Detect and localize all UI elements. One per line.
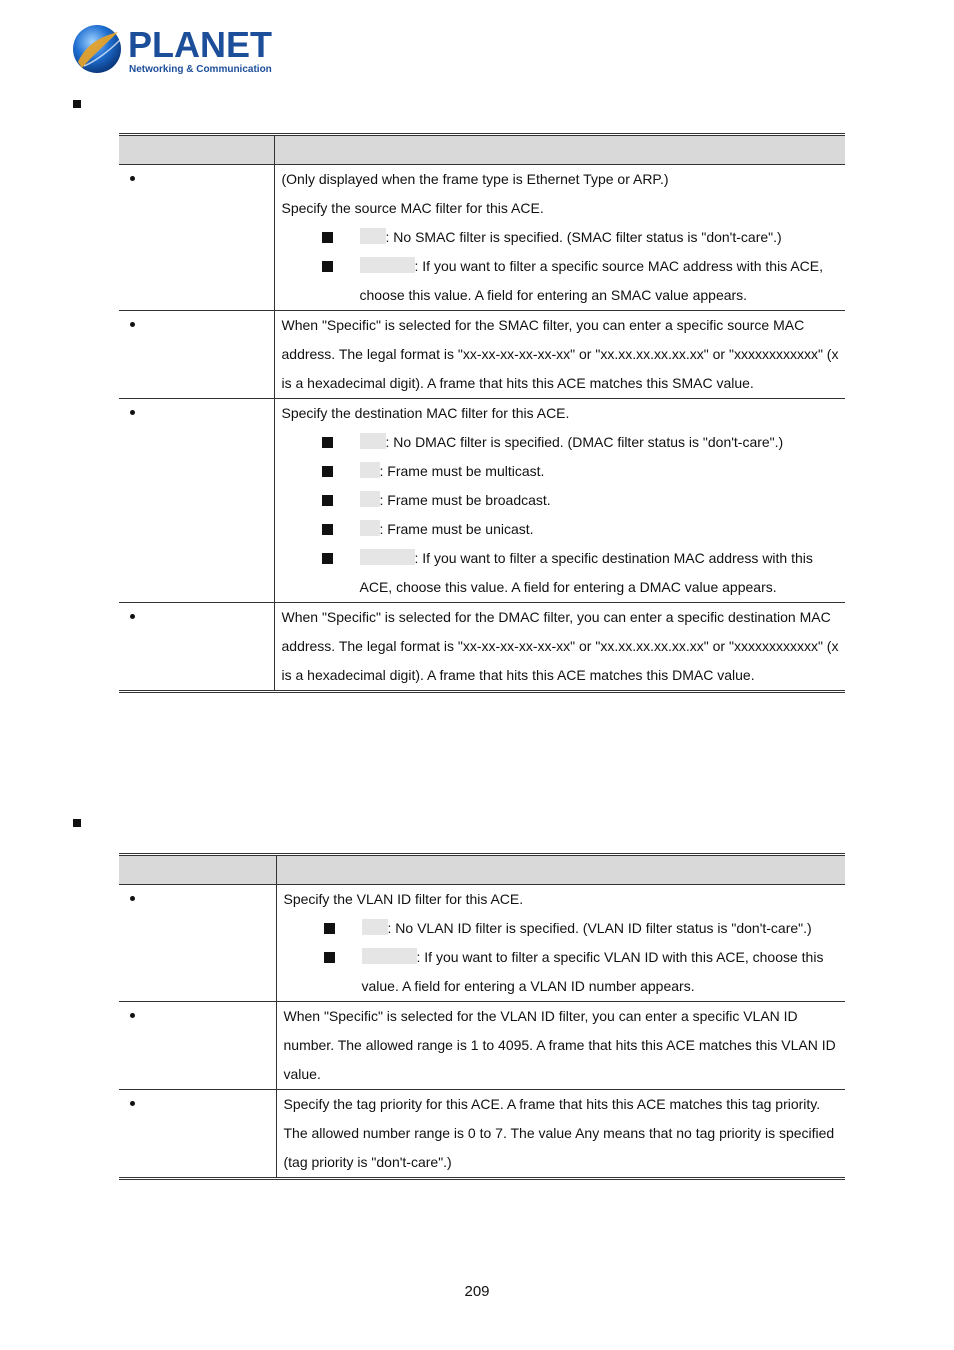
option-item bbox=[282, 544, 840, 602]
option-name-placeholder bbox=[360, 433, 386, 449]
option-name-placeholder bbox=[360, 491, 380, 507]
description-column-header bbox=[276, 855, 845, 885]
option-text: : No DMAC filter is specified. (DMAC filter status is "don't-care".) bbox=[385, 434, 784, 450]
table-header-row bbox=[119, 855, 845, 885]
object-cell bbox=[119, 311, 274, 399]
bullet-icon bbox=[130, 322, 135, 327]
description-text: Specify the VLAN ID filter for this ACE. bbox=[283, 891, 524, 907]
object-column-header bbox=[119, 135, 274, 165]
option-name-placeholder bbox=[362, 919, 388, 935]
option-text: : If you want to filter a specific source MAC address with this ACE, choose this value. A field for entering an SMAC value appears. bbox=[359, 258, 823, 303]
logo-text: PLANET bbox=[128, 24, 272, 65]
section-marker-icon bbox=[73, 819, 81, 827]
smac-dmac-parameter-table bbox=[119, 133, 845, 693]
option-text: : Frame must be broadcast. bbox=[379, 492, 551, 508]
square-bullet-icon bbox=[322, 466, 333, 477]
table-row bbox=[119, 165, 845, 311]
section-marker-icon bbox=[73, 100, 81, 108]
description-cell bbox=[274, 603, 845, 692]
description-column-header bbox=[274, 135, 845, 165]
square-bullet-icon bbox=[324, 952, 335, 963]
description-text: (Only displayed when the frame type is Ethernet Type or ARP.) bbox=[281, 171, 669, 187]
option-item bbox=[282, 428, 840, 457]
square-bullet-icon bbox=[322, 495, 333, 506]
object-cell bbox=[119, 1090, 276, 1179]
square-bullet-icon bbox=[322, 553, 333, 564]
table-header-row bbox=[119, 135, 845, 165]
object-cell bbox=[119, 1002, 276, 1090]
bullet-icon bbox=[130, 410, 135, 415]
description-cell bbox=[276, 885, 845, 1002]
option-item bbox=[282, 252, 840, 310]
option-text: : If you want to filter a specific destination MAC address with this ACE, choose this value. A field for entering a DMAC value appears. bbox=[359, 550, 813, 595]
description-text: Specify the destination MAC filter for this ACE. bbox=[281, 405, 570, 421]
option-name-placeholder bbox=[360, 549, 415, 565]
description-text: When "Specific" is selected for the SMAC filter, you can enter a specific source MAC address. The legal format is "xx-xx-xx-xx-xx-xx" or "xx.xx.xx.xx.xx.xx" or "xxxxxxxxxxxx" (x is a hexadecimal digit). A frame that hits this ACE matches this SMAC value. bbox=[281, 317, 839, 391]
table-row bbox=[119, 399, 845, 603]
table-row bbox=[119, 603, 845, 692]
description-cell bbox=[274, 399, 845, 603]
option-item bbox=[284, 914, 840, 943]
option-text: : Frame must be unicast. bbox=[379, 521, 534, 537]
planet-globe-icon bbox=[72, 22, 272, 78]
option-text: : Frame must be multicast. bbox=[379, 463, 545, 479]
description-text: Specify the tag priority for this ACE. A frame that hits this ACE matches this tag priority. The allowed number range is 0 to 7. The value Any means that no tag priority is specified (tag priority is "don't-care".) bbox=[283, 1096, 835, 1170]
page-number: 209 bbox=[464, 1283, 490, 1300]
bullet-icon bbox=[130, 176, 135, 181]
square-bullet-icon bbox=[324, 923, 335, 934]
option-item bbox=[282, 486, 840, 515]
table-row bbox=[119, 311, 845, 399]
bullet-icon bbox=[130, 1013, 135, 1018]
object-cell bbox=[119, 885, 276, 1002]
object-cell bbox=[119, 399, 274, 603]
square-bullet-icon bbox=[322, 437, 333, 448]
option-text: : If you want to filter a specific VLAN ID with this ACE, choose this value. A field for entering a VLAN ID number appears. bbox=[361, 949, 824, 994]
option-item bbox=[282, 515, 840, 544]
option-name-placeholder bbox=[362, 948, 417, 964]
square-bullet-icon bbox=[322, 261, 333, 272]
option-name-placeholder bbox=[360, 228, 386, 244]
planet-logo bbox=[72, 22, 272, 78]
vlan-parameter-table bbox=[119, 853, 845, 1180]
option-text: : No VLAN ID filter is specified. (VLAN ID filter status is "don't-care".) bbox=[387, 920, 812, 936]
object-cell bbox=[119, 603, 274, 692]
option-name-placeholder bbox=[360, 257, 415, 273]
description-cell bbox=[274, 165, 845, 311]
description-cell bbox=[276, 1090, 845, 1179]
option-item bbox=[282, 457, 840, 486]
table-row bbox=[119, 1002, 845, 1090]
option-name-placeholder bbox=[360, 462, 380, 478]
option-item bbox=[284, 943, 840, 1001]
option-text: : No SMAC filter is specified. (SMAC filter status is "don't-care".) bbox=[385, 229, 782, 245]
square-bullet-icon bbox=[322, 232, 333, 243]
object-cell bbox=[119, 165, 274, 311]
description-text: When "Specific" is selected for the VLAN ID filter, you can enter a specific VLAN ID number. The allowed range is 1 to 4095. A frame that hits this ACE matches this VLAN ID value. bbox=[283, 1008, 836, 1082]
square-bullet-icon bbox=[322, 524, 333, 535]
table-row bbox=[119, 1090, 845, 1179]
bullet-icon bbox=[130, 896, 135, 901]
object-column-header bbox=[119, 855, 276, 885]
description-text: Specify the source MAC filter for this ACE. bbox=[281, 200, 544, 216]
description-text: When "Specific" is selected for the DMAC filter, you can enter a specific destination MAC address. The legal format is "xx-xx-xx-xx-xx-xx" or "xx.xx.xx.xx.xx.xx" or "xxxxxxxxxxxx" (x is a hexadecimal digit). A frame that hits this ACE matches this DMAC value. bbox=[281, 609, 839, 683]
bullet-icon bbox=[130, 1101, 135, 1106]
option-item bbox=[282, 223, 840, 252]
description-cell bbox=[276, 1002, 845, 1090]
table-row bbox=[119, 885, 845, 1002]
bullet-icon bbox=[130, 614, 135, 619]
description-cell bbox=[274, 311, 845, 399]
option-name-placeholder bbox=[360, 520, 380, 536]
logo-tagline: Networking & Communication bbox=[129, 64, 272, 75]
